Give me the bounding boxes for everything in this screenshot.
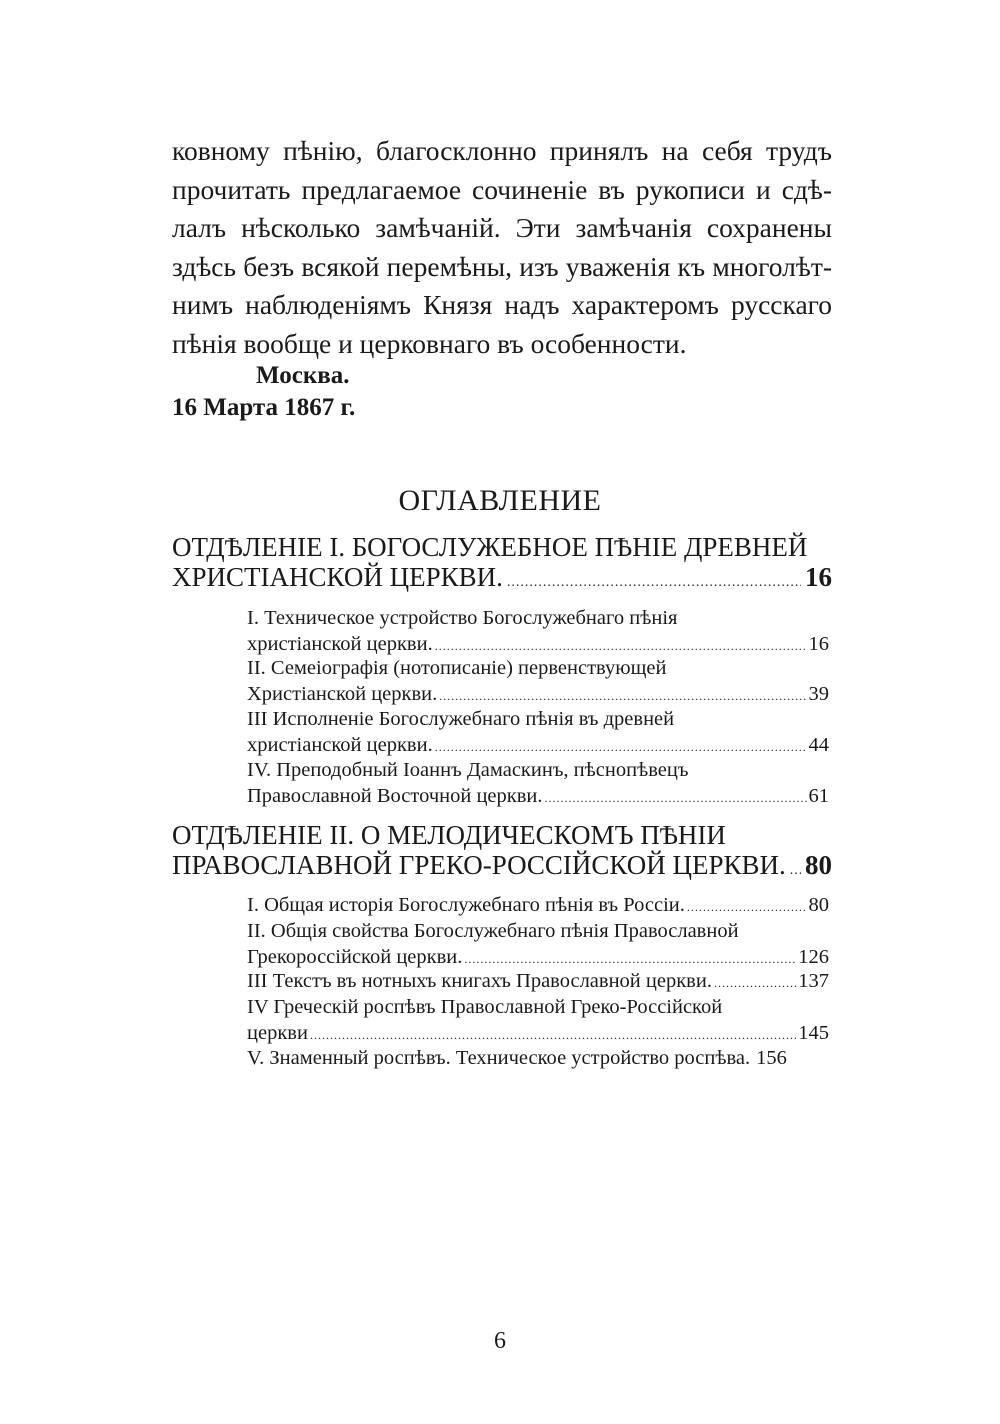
page-number: 6: [494, 1328, 506, 1354]
toc-entry-title-cont: христіанской церкви.: [247, 734, 433, 756]
dot-leader: [790, 856, 801, 886]
toc-entry-line2: [247, 1045, 829, 1071]
toc-entry[interactable]: [247, 918, 829, 972]
toc-entry-title: I. Общая исторія Богослужебнаго пѣнія въ Россіи.: [247, 894, 685, 916]
toc-entry-line2: [247, 1020, 829, 1048]
paragraph-line: здѣсь безъ всякой перемѣны, изъ уваженія къ многолѣт-: [172, 250, 832, 282]
toc-entry-line2: [247, 732, 829, 760]
paragraph-line: прочитать предлагаемое сочиненіе въ рукописи и сдѣ-: [172, 173, 832, 205]
toc-page-number: 126: [798, 946, 829, 968]
toc-section-title-cont: ПРАВОСЛАВНОЙ ГРЕКО-РОССІЙСКОЙ ЦЕРКВИ.: [172, 850, 786, 880]
toc-entry-title-cont: христіанской церкви.: [247, 633, 433, 655]
toc-entry-line2: [247, 968, 829, 996]
paragraph-line: нимъ наблюденіямъ Князя надъ характеромъ русскаго: [172, 289, 832, 320]
toc-entry-title: I. Техническое устройство Богослужебнаго пѣнія: [247, 607, 678, 629]
toc-page-number: 80: [808, 894, 829, 916]
toc-entry-title: II. Общія свойства Богослужебнаго пѣнія Православной: [247, 920, 739, 942]
toc-entry[interactable]: [247, 1045, 829, 1071]
body-paragraph: [172, 132, 832, 363]
toc-section-title-line2: [172, 562, 832, 598]
toc-entry-title-cont: церкви: [247, 1022, 308, 1044]
toc-entry-line2: [247, 681, 829, 709]
toc-entry[interactable]: [247, 605, 829, 659]
toc-entry-line2: [247, 783, 829, 811]
paragraph-line: лалъ нѣсколько замѣчаній. Эти замѣчанія сохранены: [172, 212, 832, 243]
toc-page-number: 16: [805, 562, 832, 592]
toc-entry[interactable]: [247, 757, 829, 811]
toc-entry-line2: [247, 892, 829, 920]
toc-section-title-line2: [172, 850, 832, 886]
toc-entry-title-cont: Грекороссійской церкви.: [247, 946, 463, 968]
toc-entry-title: III Исполненіе Богослужебнаго пѣнія въ древней: [247, 708, 675, 730]
toc-entry-title: IV Греческій роспѣвъ Православной Греко-Россійской: [247, 996, 723, 1018]
dot-leader: [545, 785, 807, 811]
toc-entry[interactable]: [247, 968, 829, 996]
toc-entry[interactable]: [247, 994, 829, 1048]
toc-entry-title-cont: Православной Восточной церкви.: [247, 785, 543, 807]
dot-leader: [507, 568, 801, 598]
toc-page-number: 156: [756, 1047, 787, 1069]
toc-entry[interactable]: [247, 706, 829, 760]
toc-entry-title: IV. Преподобный Іоаннъ Дамаскинъ, пѣснопѣвецъ: [247, 759, 689, 781]
signature-date: 16 Марта 1867 г.: [172, 394, 356, 421]
toc-section-title: ОТДѢЛЕНІЕ II. О МЕЛОДИЧЕСКОМЪ ПѢНІИ: [172, 820, 726, 850]
dot-leader: [714, 970, 796, 996]
toc-entry[interactable]: [247, 655, 829, 709]
toc-page-number: 16: [808, 633, 829, 655]
toc-section-title-cont: ХРИСТІАНСКОЙ ЦЕРКВИ.: [172, 562, 503, 592]
toc-section-title: ОТДѢЛЕНІЕ I. БОГОСЛУЖЕБНОЕ ПѢНІЕ ДРЕВНЕЙ: [172, 532, 808, 562]
signature-place: Москва.: [256, 362, 350, 389]
toc-page-number: 137: [798, 970, 829, 992]
dot-leader: [687, 894, 807, 920]
toc-entry-title: V. Знаменный роспѣвъ. Техническое устройство роспѣва.: [247, 1047, 751, 1069]
signature-block: [172, 360, 355, 424]
paragraph-line: ковному пѣнію, благосклонно принялъ на себя трудъ: [172, 135, 832, 166]
toc-entry-title: II. Семеіографія (нотописаніе) первенствующей: [247, 657, 667, 679]
toc-entry-title-cont: Христіанской церкви.: [247, 683, 438, 705]
paragraph-line: пѣнія вообще и церковнаго въ особенности.: [172, 327, 687, 359]
toc-section-1[interactable]: [172, 532, 832, 598]
toc-section-2[interactable]: [172, 820, 832, 886]
toc-entry[interactable]: [247, 892, 829, 920]
toc-page-number: 80: [805, 850, 832, 880]
toc-entry-title: III Текстъ въ нотныхъ книгахъ Православной церкви.: [247, 970, 712, 992]
toc-title: ОГЛАВЛЕНИЕ: [398, 484, 602, 517]
toc-page-number: 39: [808, 683, 829, 705]
toc-page-number: 145: [798, 1022, 829, 1044]
toc-page-number: 44: [808, 734, 829, 756]
toc-page-number: 61: [808, 785, 829, 807]
